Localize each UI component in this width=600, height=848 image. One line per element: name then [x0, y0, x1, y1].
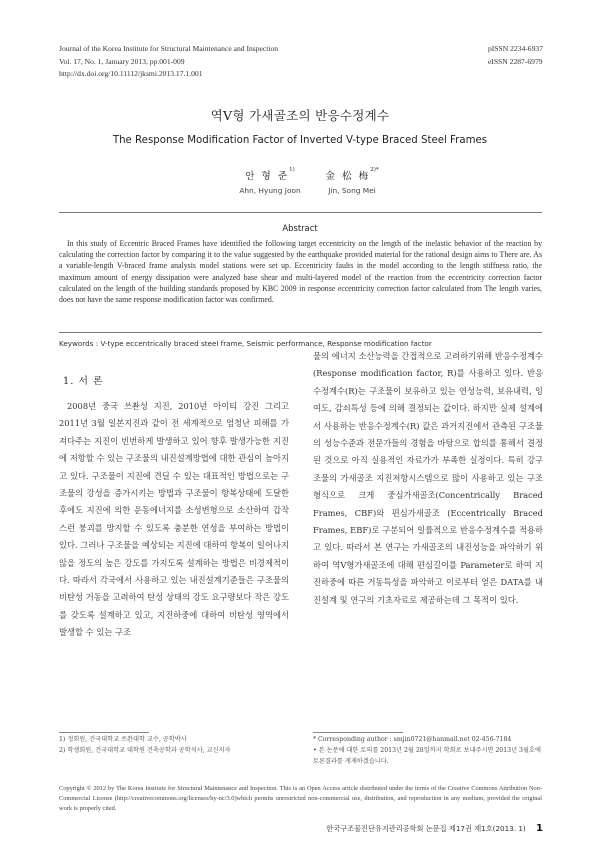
title-korean: 역V형 가새골조의 반응수정계수	[210, 108, 390, 123]
author-1	[225, 168, 315, 195]
abstract-body: In this study of Eccentric Braced Frames have identified the following target eccentricity on the length of the inelastic behavior of the reaction by calculating the correction factor by comparing it to the value suggested by the earthquake provided material for the rational design aims to There are. As a variable-length V-braced frame analysis model stations were set up. Eccentricity faults in the model according to the length stiffness ratio, the maximum amount of energy dissipation were analyzed base shear and multi-layered model of the reaction from the eccentricity correction factor calculated on the length of the building standards proposed by KBC 2009 in response eccentricity correction factor calculated from The length varies, does not have the same response modification factor was confirmed.	[59, 239, 542, 305]
keywords-line	[59, 339, 542, 348]
footnotes-left	[59, 734, 289, 756]
body-column-right	[313, 348, 543, 609]
pissn: pISSN 2234-6937	[487, 44, 543, 53]
abstract-heading: Abstract	[282, 223, 318, 233]
intro-paragraph-right: 물의 에너지 소산능력을 간접적으로 고려하기위해 반응수정계수(Response modification factor, R)를 사용하고 있다. 반응수정계수(R)는 구조물이 보유하고 있는 연성능력, 보유내력, 잉여도, 감쇠특성 등에 의해 결정되는 값이다. 하지만 실제 설계에서 사용하는 반응수정계수(R) 값은 과거지진에서 관측된 구조물의 성능수준과 전문가들의 경험을 바탕으로 합의를 통해서 결정된 것으로 아직 실용적인 자료가가 부족한 실정이다. 특히 강구조물의 가새골조 지진저항시스템으로 많이 사용하고 있는 구조형식으로 크게 중심가새골조(Concentrically Braced Frames, CBF)와 편심가새골조 (Eccentrically Braced Frames, EBF)로 구분되어 일률적으로 반응수정계수를 적용하고 있다. 따라서 본 연구는 가새골조의 내진성능을 파악하기 위하여 역V형가새골조에 대해 편심길이를 Parameter로 하여 지진하중에 따른 거동특성을 파악하고 이로부터 얻은 DATA를 내진설계 및 연구의 기초자료로 제공하는데 그 목적이 있다.	[313, 351, 543, 605]
footer-journal-ref: 한국구조물진단유지관리공학회 논문집 제17권 제1호(2013. 1)	[326, 824, 526, 833]
author-2	[322, 168, 382, 195]
footnote-2: 2) 학생회원, 건국대학교 대학원 건축공학과 공학석사, 교신저자	[59, 747, 231, 755]
section-heading-introduction: 1. 서 론	[63, 376, 104, 387]
author-2-english: Jin, Song Mei	[328, 186, 376, 195]
eissn: eISSN 2287-6979	[487, 56, 543, 66]
keywords-label: Keywords	[59, 339, 94, 348]
footnote-rule-left	[59, 732, 149, 733]
author-1-affiliation-mark: 1)	[289, 167, 295, 173]
page-footer	[326, 823, 543, 834]
footnotes-right	[313, 734, 543, 768]
discussion-note: • 본 논문에 대한 토의를 2013년 2월 28일까지 학회로 보내주시면 2013년 3월호에 토론결과를 게재하겠습니다.	[313, 747, 541, 766]
issn-block	[488, 43, 543, 68]
abstract-bottom-rule	[59, 332, 542, 333]
copyright-notice: Copyright © 2012 by The Korea Institute for Structural Maintenance and Inspection. This is an Open Access article distributed under the terms of the Creative Commons Attribution Non-Commercial License (http://creativecommons.org/licenses/by-nc/3.0)which permits unrestricted non-commercial use, distribution, and reproduction in any medium, provided the original work is properly cited.	[59, 785, 542, 812]
footnote-1: 1) 정회원, 건국대학교 쓰촨대학 교수, 공학박사	[59, 736, 187, 743]
journal-name: Journal of the Korea Institute for Structural Maintenance and Inspection	[59, 44, 279, 53]
keywords-text: : V-type eccentrically braced steel frame, Seismic performance, Response modification factor	[95, 339, 432, 348]
journal-header	[59, 43, 278, 81]
abstract-top-rule	[59, 212, 542, 213]
body-column-left	[59, 398, 289, 642]
journal-volume: Vol. 17, No. 1, January 2013, pp.001-009	[59, 56, 185, 66]
corresponding-author[interactable]: * Corresponding author : smjin0721@hanmail.net 02-456-7184	[313, 736, 512, 743]
author-2-korean: 金 松 梅	[325, 171, 371, 182]
doi-link[interactable]: http://dx.doi.org/10.11112/jksmi.2013.17.1.001	[59, 69, 203, 79]
author-1-english: Ahn, Hyung Joon	[239, 186, 301, 195]
author-2-affiliation-mark: 2)*	[370, 167, 379, 173]
page-number: 1	[536, 823, 543, 834]
footnote-rule-right	[313, 732, 403, 733]
title-english: The Response Modification Factor of Inverted V-type Braced Steel Frames	[112, 135, 488, 146]
intro-paragraph-left: 2008년 중국 쓰촨성 지진, 2010년 아이티 강진 그리고 2011년 3월 일본지진과 같이 전 세계적으로 엄청난 피해를 가져다주는 지진이 빈번하게 발생하고 있어 향후 발생가능한 지진에 저항할 수 있는 구조물의 내진설계방법에 대한 관심이 높아지고 있다. 구조물이 지진에 견딜 수 있는 대표적인 방법으로는 구조물의 강성을 증가시키는 방법과 구조물이 항복상태에 도달한 후에도 지진에 의한 운동에너지를 소성변형으로 소산하여 갑작스런 붕괴를 방지할 수 있도록 충분한 연성을 부여하는 방법이 있다. 그러나 구조물을 예상되는 지진에 대하여 항복이 일어나지 않을 정도의 높은 강도를 가지도록 설계하는 방법은 비경제적이다. 따라서 각국에서 사용하고 있는 내진설계기준들은 구조물의 비탄성 거동을 고려하여 탄성 상태의 강도 요구량보다 작은 강도를 갖도록 설계하고 있고, 지진하중에 대하여 비탄성 영역에서 발생할 수 있는 구조	[59, 401, 289, 638]
author-1-korean: 안 형 준	[245, 171, 290, 182]
